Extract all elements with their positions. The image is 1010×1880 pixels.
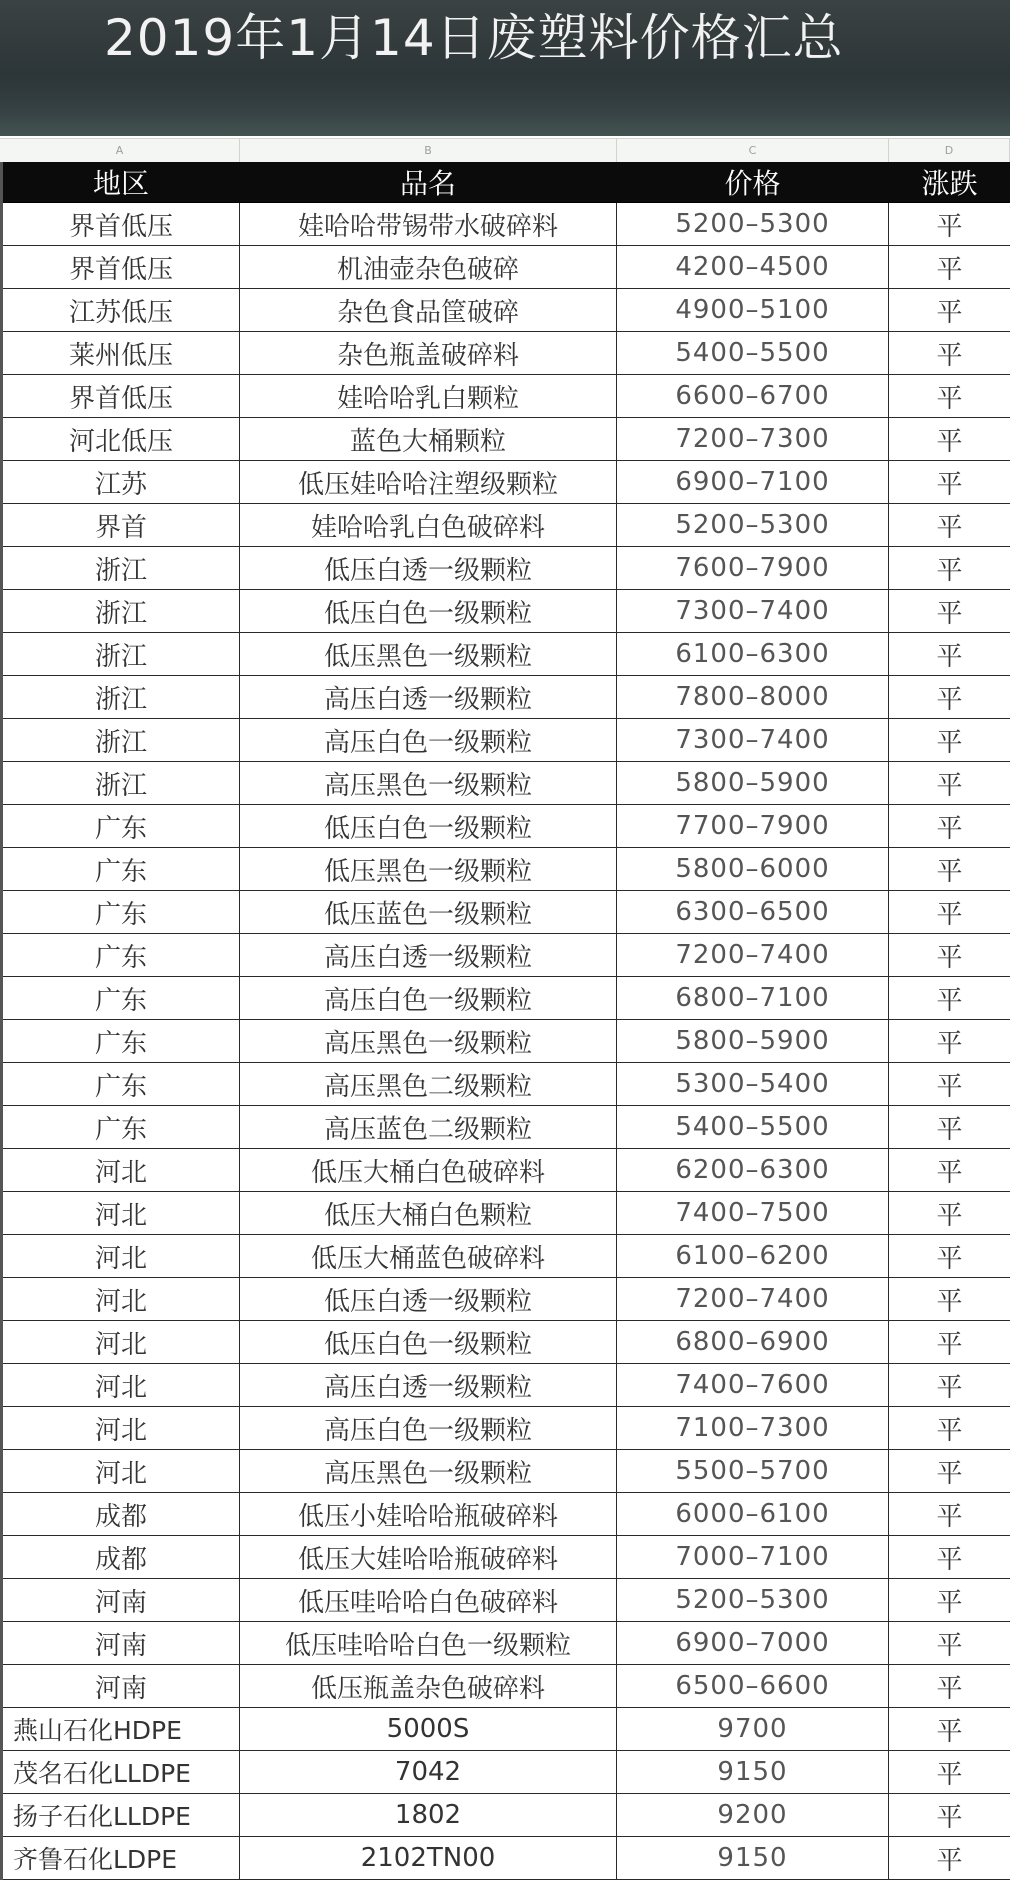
cell-price[interactable]: 6500–6600 <box>617 1665 889 1707</box>
cell-price[interactable]: 5400–5500 <box>617 1106 889 1148</box>
table-row <box>3 1665 1010 1708</box>
cell-price[interactable]: 6100–6300 <box>617 633 889 675</box>
cell-product[interactable]: 低压哇哈哈白色破碎料 <box>240 1579 617 1621</box>
cell-product[interactable]: 低压蓝色一级颗粒 <box>240 891 617 933</box>
table-row <box>3 203 1010 246</box>
cell-price[interactable]: 7200–7300 <box>617 418 889 460</box>
table-row <box>3 977 1010 1020</box>
cell-product[interactable]: 高压白色一级颗粒 <box>240 1407 617 1449</box>
cell-region[interactable]: 界首低压 <box>3 375 240 417</box>
table-row <box>3 1321 1010 1364</box>
table-row <box>3 1278 1010 1321</box>
cell-region[interactable]: 燕山石化HDPE <box>3 1708 240 1750</box>
cell-change[interactable]: 平 <box>936 1071 963 1102</box>
cell-region[interactable]: 成都 <box>3 1536 240 1578</box>
cell-change[interactable]: 平 <box>936 1501 963 1532</box>
cell-product[interactable]: 低压大娃哈哈瓶破碎料 <box>240 1536 617 1578</box>
column-letter-a[interactable]: A <box>0 139 240 163</box>
cell-change[interactable]: 平 <box>936 1630 963 1661</box>
table-row <box>3 1192 1010 1235</box>
cell-product[interactable]: 低压白色一级颗粒 <box>240 590 617 632</box>
cell-product[interactable]: 高压黑色一级颗粒 <box>240 762 617 804</box>
cell-region[interactable]: 浙江 <box>3 676 240 718</box>
table-row <box>3 676 1010 719</box>
cell-product[interactable]: 娃哈哈带锡带水破碎料 <box>240 203 617 245</box>
cell-change[interactable]: 平 <box>936 469 963 500</box>
cell-change[interactable]: 平 <box>936 297 963 328</box>
table-row <box>3 805 1010 848</box>
cell-product[interactable]: 5000S <box>240 1708 617 1750</box>
cell-price[interactable]: 7300–7400 <box>617 719 889 761</box>
cell-region[interactable]: 广东 <box>3 848 240 890</box>
cell-change[interactable]: 平 <box>936 598 963 629</box>
cell-region[interactable]: 浙江 <box>3 633 240 675</box>
cell-product[interactable]: 低压大桶蓝色破碎料 <box>240 1235 617 1277</box>
cell-product[interactable]: 低压白色一级颗粒 <box>240 1321 617 1363</box>
cell-change[interactable]: 平 <box>936 1157 963 1188</box>
cell-product[interactable]: 低压大桶白色颗粒 <box>240 1192 617 1234</box>
cell-price[interactable]: 6600–6700 <box>617 375 889 417</box>
cell-product[interactable]: 低压哇哈哈白色一级颗粒 <box>240 1622 617 1664</box>
cell-price[interactable]: 6300–6500 <box>617 891 889 933</box>
cell-price[interactable]: 9200 <box>617 1794 889 1836</box>
cell-region[interactable]: 茂名石化LLDPE <box>3 1751 240 1793</box>
cell-price[interactable]: 6000–6100 <box>617 1493 889 1535</box>
cell-product[interactable]: 低压娃哈哈注塑级颗粒 <box>240 461 617 503</box>
cell-product[interactable]: 蓝色大桶颗粒 <box>240 418 617 460</box>
cell-region[interactable]: 浙江 <box>3 590 240 632</box>
cell-change[interactable]: 平 <box>936 1200 963 1231</box>
cell-change[interactable]: 平 <box>936 770 963 801</box>
cell-region[interactable]: 界首低压 <box>3 246 240 288</box>
page-title: 2019年1月14日废塑料价格汇总 <box>104 9 844 67</box>
cell-price[interactable]: 5500–5700 <box>617 1450 889 1492</box>
cell-product[interactable]: 高压白透一级颗粒 <box>240 676 617 718</box>
cell-price[interactable]: 5200–5300 <box>617 203 889 245</box>
column-letter-b[interactable]: B <box>240 139 617 163</box>
cell-change[interactable]: 平 <box>936 684 963 715</box>
table-row <box>3 1063 1010 1106</box>
cell-region[interactable]: 河北 <box>3 1450 240 1492</box>
cell-price[interactable]: 9150 <box>617 1751 889 1793</box>
cell-price[interactable]: 7000–7100 <box>617 1536 889 1578</box>
cell-region[interactable]: 齐鲁石化LDPE <box>3 1837 240 1879</box>
cell-price[interactable]: 7700–7900 <box>617 805 889 847</box>
cell-region[interactable]: 河北 <box>3 1407 240 1449</box>
cell-price[interactable]: 7600–7900 <box>617 547 889 589</box>
cell-product[interactable]: 高压黑色一级颗粒 <box>240 1450 617 1492</box>
cell-product[interactable]: 高压白色一级颗粒 <box>240 977 617 1019</box>
cell-price[interactable]: 9700 <box>617 1708 889 1750</box>
cell-price[interactable]: 7200–7400 <box>617 1278 889 1320</box>
cell-change[interactable]: 平 <box>936 727 963 758</box>
cell-product[interactable]: 高压白色一级颗粒 <box>240 719 617 761</box>
cell-price[interactable]: 4900–5100 <box>617 289 889 331</box>
table-row <box>3 1751 1010 1794</box>
table-row <box>3 848 1010 891</box>
header-product[interactable]: 品名 <box>240 162 617 202</box>
cell-region[interactable]: 广东 <box>3 1020 240 1062</box>
table-row <box>3 934 1010 977</box>
table-header-row <box>3 162 1010 203</box>
cell-change[interactable]: 平 <box>936 985 963 1016</box>
cell-price[interactable]: 5200–5300 <box>617 1579 889 1621</box>
cell-product[interactable]: 杂色瓶盖破碎料 <box>240 332 617 374</box>
table-row <box>3 504 1010 547</box>
table-row <box>3 762 1010 805</box>
cell-change[interactable]: 平 <box>936 1673 963 1704</box>
cell-region[interactable]: 河北 <box>3 1364 240 1406</box>
table-row <box>3 1450 1010 1493</box>
column-letter-c[interactable]: C <box>617 139 889 163</box>
cell-change[interactable]: 平 <box>936 555 963 586</box>
cell-change[interactable]: 平 <box>936 1587 963 1618</box>
cell-change[interactable]: 平 <box>936 641 963 672</box>
cell-price[interactable]: 6900–7100 <box>617 461 889 503</box>
cell-region[interactable]: 河北 <box>3 1192 240 1234</box>
table-row <box>3 289 1010 332</box>
cell-price[interactable]: 6900–7000 <box>617 1622 889 1664</box>
cell-product[interactable]: 低压白透一级颗粒 <box>240 1278 617 1320</box>
cell-product[interactable]: 低压黑色一级颗粒 <box>240 633 617 675</box>
table-row <box>3 590 1010 633</box>
table-row <box>3 1235 1010 1278</box>
cell-region[interactable]: 河南 <box>3 1579 240 1621</box>
cell-region[interactable]: 界首 <box>3 504 240 546</box>
table-row <box>3 1364 1010 1407</box>
table-row <box>3 719 1010 762</box>
cell-change[interactable]: 平 <box>936 1372 963 1403</box>
cell-region[interactable]: 广东 <box>3 1106 240 1148</box>
cell-region[interactable]: 河北 <box>3 1321 240 1363</box>
cell-change[interactable]: 平 <box>936 899 963 930</box>
cell-price[interactable]: 9150 <box>617 1837 889 1879</box>
cell-change[interactable]: 平 <box>936 512 963 543</box>
header-price[interactable]: 价格 <box>617 162 889 202</box>
table-row <box>3 1837 1010 1880</box>
cell-change[interactable]: 平 <box>936 1759 963 1790</box>
table-row <box>3 1794 1010 1837</box>
cell-product[interactable]: 低压小娃哈哈瓶破碎料 <box>240 1493 617 1535</box>
cell-region[interactable]: 广东 <box>3 934 240 976</box>
column-letter-d[interactable]: D <box>889 139 1010 163</box>
cell-price[interactable]: 5800–5900 <box>617 1020 889 1062</box>
cell-product[interactable]: 低压黑色一级颗粒 <box>240 848 617 890</box>
price-table <box>0 162 1010 1880</box>
cell-change[interactable]: 平 <box>936 340 963 371</box>
cell-product[interactable]: 2102TN00 <box>240 1837 617 1879</box>
cell-price[interactable]: 6800–6900 <box>617 1321 889 1363</box>
cell-product[interactable]: 高压白透一级颗粒 <box>240 934 617 976</box>
cell-price[interactable]: 5400–5500 <box>617 332 889 374</box>
cell-change[interactable]: 平 <box>936 1114 963 1145</box>
cell-price[interactable]: 7300–7400 <box>617 590 889 632</box>
cell-price[interactable]: 6800–7100 <box>617 977 889 1019</box>
cell-price[interactable]: 5200–5300 <box>617 504 889 546</box>
table-row <box>3 633 1010 676</box>
table-row <box>3 1579 1010 1622</box>
cell-change[interactable]: 平 <box>936 813 963 844</box>
cell-change[interactable]: 平 <box>936 1415 963 1446</box>
cell-region[interactable]: 浙江 <box>3 719 240 761</box>
cell-price[interactable]: 7800–8000 <box>617 676 889 718</box>
cell-change[interactable]: 平 <box>936 942 963 973</box>
table-row <box>3 461 1010 504</box>
cell-region[interactable]: 浙江 <box>3 762 240 804</box>
header-change[interactable]: 涨跌 <box>921 167 978 200</box>
cell-product[interactable]: 1802 <box>240 1794 617 1836</box>
cell-product[interactable]: 低压白色一级颗粒 <box>240 805 617 847</box>
cell-product[interactable]: 低压白透一级颗粒 <box>240 547 617 589</box>
cell-price[interactable]: 7400–7500 <box>617 1192 889 1234</box>
table-row <box>3 1536 1010 1579</box>
cell-region[interactable]: 河北 <box>3 1149 240 1191</box>
cell-product[interactable]: 高压黑色一级颗粒 <box>240 1020 617 1062</box>
cell-change[interactable]: 平 <box>936 1243 963 1274</box>
cell-product[interactable]: 高压黑色二级颗粒 <box>240 1063 617 1105</box>
table-row <box>3 1106 1010 1149</box>
cell-region[interactable]: 河北低压 <box>3 418 240 460</box>
cell-product[interactable]: 7042 <box>240 1751 617 1793</box>
table-row <box>3 332 1010 375</box>
cell-product[interactable]: 娃哈哈乳白色破碎料 <box>240 504 617 546</box>
cell-price[interactable]: 5800–5900 <box>617 762 889 804</box>
cell-region[interactable]: 扬子石化LLDPE <box>3 1794 240 1836</box>
cell-region[interactable]: 广东 <box>3 1063 240 1105</box>
table-row <box>3 1622 1010 1665</box>
cell-region[interactable]: 河南 <box>3 1622 240 1664</box>
table-row <box>3 1149 1010 1192</box>
cell-region[interactable]: 莱州低压 <box>3 332 240 374</box>
table-row <box>3 375 1010 418</box>
cell-price[interactable]: 7100–7300 <box>617 1407 889 1449</box>
cell-change[interactable]: 平 <box>936 383 963 414</box>
cell-price[interactable]: 6200–6300 <box>617 1149 889 1191</box>
cell-region[interactable]: 江苏 <box>3 461 240 503</box>
table-row <box>3 1708 1010 1751</box>
cell-product[interactable]: 高压蓝色二级颗粒 <box>240 1106 617 1148</box>
cell-product[interactable]: 娃哈哈乳白颗粒 <box>240 375 617 417</box>
cell-change[interactable]: 平 <box>936 1329 963 1360</box>
table-row <box>3 891 1010 934</box>
table-row <box>3 1493 1010 1536</box>
cell-product[interactable]: 高压白透一级颗粒 <box>240 1364 617 1406</box>
cell-product[interactable]: 低压大桶白色破碎料 <box>240 1149 617 1191</box>
cell-region[interactable]: 广东 <box>3 805 240 847</box>
cell-price[interactable]: 5300–5400 <box>617 1063 889 1105</box>
cell-change[interactable]: 平 <box>936 1802 963 1833</box>
cell-change[interactable]: 平 <box>936 1544 963 1575</box>
cell-change[interactable]: 平 <box>936 1286 963 1317</box>
cell-change[interactable]: 平 <box>936 426 963 457</box>
table-row <box>3 1407 1010 1450</box>
cell-price[interactable]: 7200–7400 <box>617 934 889 976</box>
table-row <box>3 547 1010 590</box>
cell-price[interactable]: 7400–7600 <box>617 1364 889 1406</box>
table-row <box>3 246 1010 289</box>
cell-region[interactable]: 广东 <box>3 977 240 1019</box>
title-banner <box>0 0 1010 136</box>
cell-region[interactable]: 河南 <box>3 1665 240 1707</box>
cell-change[interactable]: 平 <box>936 211 963 242</box>
cell-price[interactable]: 6100–6200 <box>617 1235 889 1277</box>
cell-region[interactable]: 河北 <box>3 1278 240 1320</box>
cell-region[interactable]: 江苏低压 <box>3 289 240 331</box>
cell-change[interactable]: 平 <box>936 1028 963 1059</box>
cell-change[interactable]: 平 <box>936 856 963 887</box>
cell-product[interactable]: 机油壶杂色破碎 <box>240 246 617 288</box>
cell-region[interactable]: 浙江 <box>3 547 240 589</box>
cell-product[interactable]: 低压瓶盖杂色破碎料 <box>240 1665 617 1707</box>
cell-region[interactable]: 河北 <box>3 1235 240 1277</box>
header-region[interactable]: 地区 <box>3 162 240 202</box>
cell-product[interactable]: 杂色食品筐破碎 <box>240 289 617 331</box>
cell-change[interactable]: 平 <box>936 1458 963 1489</box>
cell-price[interactable]: 5800–6000 <box>617 848 889 890</box>
cell-region[interactable]: 界首低压 <box>3 203 240 245</box>
table-row <box>3 1020 1010 1063</box>
cell-region[interactable]: 成都 <box>3 1493 240 1535</box>
table-row <box>3 418 1010 461</box>
cell-region[interactable]: 广东 <box>3 891 240 933</box>
cell-price[interactable]: 4200–4500 <box>617 246 889 288</box>
cell-change[interactable]: 平 <box>936 1845 963 1876</box>
cell-change[interactable]: 平 <box>936 1716 963 1747</box>
cell-change[interactable]: 平 <box>936 254 963 285</box>
column-letter-bar <box>0 138 1010 164</box>
